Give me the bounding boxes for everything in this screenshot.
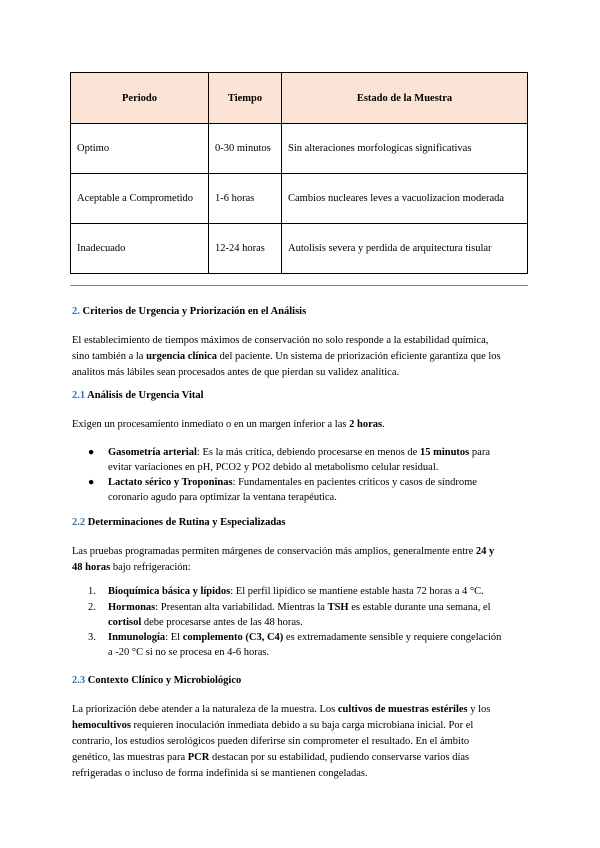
column-header: Periodo <box>71 73 209 124</box>
list-item: ● Gasometría arterial: Es la más crítica, debiendo procesarse en menos de 15 minutos para evitar variaciones en pH, PCO2 y PO2 debido al metabolismo celular residual. <box>88 447 490 473</box>
table-cell: Aceptable a Comprometido <box>71 174 209 224</box>
subsection-heading: 2.1 Análisis de Urgencia Vital <box>72 390 204 401</box>
subsection-heading: 2.2 Determinaciones de Rutina y Especializadas <box>72 517 286 528</box>
table-row <box>71 174 528 224</box>
paragraph: Las pruebas programadas permiten márgenes de conservación más amplios, generalmente entre 24 y 48 horas bajo refrigeración: <box>72 546 495 573</box>
column-header: Tiempo <box>209 73 282 124</box>
list-item: 2. Hormonas: Presentan alta variabilidad. Mientras la TSH es estable durante una semana, el cortisol debe procesarse antes de las 48 horas. <box>88 602 491 628</box>
bullet-icon: ● <box>88 447 95 458</box>
table-cell: Cambios nucleares leves a vacuolizacion moderada <box>282 174 528 224</box>
table-row <box>71 124 528 174</box>
list-item: 3. Inmunología: El complemento (C3, C4) es extremadamente sensible y requiere congelación a -20 °C si no se procesa en 4-6 horas. <box>88 632 502 658</box>
subsection-heading: 2.3 Contexto Clínico y Microbiológico <box>72 675 242 686</box>
table-cell: Optimo <box>71 124 209 174</box>
list-item: ● Lactato sérico y Troponinas: Fundamentales en pacientes críticos y casos de síndrome coronario agudo para optimizar la ventana terapéutica. <box>88 477 477 503</box>
bullet-icon: ● <box>88 477 95 488</box>
table-cell: Inadecuado <box>71 224 209 274</box>
column-header: Estado de la Muestra <box>282 73 528 124</box>
list-item: 1. Bioquímica básica y lípidos: El perfil lipídico se mantiene estable hasta 72 horas a 4 °C. <box>88 586 484 597</box>
table-row <box>71 224 528 274</box>
table-cell: 1-6 horas <box>209 174 282 224</box>
table-cell: Sin alteraciones morfologicas significativas <box>282 124 528 174</box>
table-cell: 12-24 horas <box>209 224 282 274</box>
conservation-table <box>70 72 528 274</box>
table-cell: 0-30 minutos <box>209 124 282 174</box>
paragraph: Exigen un procesamiento inmediato o en un margen inferior a las 2 horas. <box>72 419 385 430</box>
table-cell: Autolisis severa y perdida de arquitectura tisular <box>282 224 528 274</box>
section-heading: 2. Criterios de Urgencia y Priorización en el Análisis <box>72 306 307 317</box>
paragraph: El establecimiento de tiempos máximos de conservación no solo responde a la estabilidad química, sino también a la urgencia clínica del paciente. Un sistema de priorización eficiente garantiza que los analitos más lábiles sean procesados antes de que pierdan su validez analítica. <box>72 335 501 378</box>
divider <box>70 285 528 286</box>
paragraph: La priorización debe atender a la naturaleza de la muestra. Los cultivos de muestras estériles y los hemocultivos requieren inoculación inmediata debido a su baja carga microbiana inicial. Por el contrario, los estudios serológicos pueden diferirse sin comprometer el resultado. En el ámbito genético, las muestras para PCR destacan por su estabilidad, pudiendo conservarse varios días refrigeradas o incluso de forma indefinida si se mantienen congeladas. <box>72 704 491 779</box>
table-header-row <box>71 73 528 124</box>
